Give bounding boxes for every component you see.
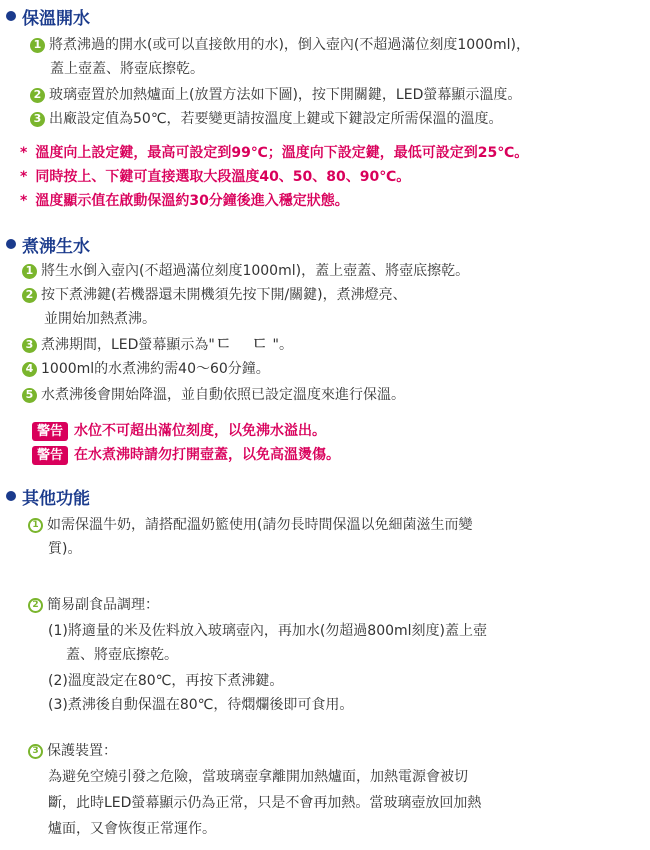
other-item-2-sub-1-cont — [66, 644, 178, 666]
other-item-3-line-2 — [48, 792, 481, 814]
note-text: 溫度向上設定鍵，最高可設定到99℃；溫度向下設定鍵，最低可設定到25℃。 — [35, 145, 529, 161]
other-item-3 — [28, 740, 117, 762]
section-title-text: 其他功能 — [22, 488, 90, 509]
step-text: 玻璃壺置於加熱爐面上(放置方法如下圖)，按下開關鍵，LED螢幕顯示溫度。 — [49, 87, 522, 103]
note-text: 溫度顯示值在啟動保溫約30分鐘後進入穩定狀態。 — [35, 193, 349, 209]
sub-item-text: 蓋、將壺底擦乾。 — [66, 647, 178, 663]
item-text: 為避免空燒引發之危險，當玻璃壺拿離開加熱爐面，加熱電源會被切 — [48, 769, 468, 785]
other-item-2-sub-3 — [48, 694, 353, 716]
other-item-2 — [28, 594, 159, 616]
other-item-2-sub-1 — [48, 620, 487, 642]
step-text: 並開始加熱煮沸。 — [44, 311, 156, 327]
keep-warm-note-2 — [20, 166, 410, 188]
number-5-icon: 5 — [22, 388, 37, 403]
keep-warm-step-2 — [30, 84, 521, 106]
section-bullet-icon — [6, 491, 16, 501]
warning-badge: 警告 — [32, 446, 68, 465]
number-1-icon: 1 — [22, 264, 37, 279]
step-text: 將生水倒入壺內(不超過滿位刻度1000ml)，蓋上壺蓋、將壺底擦乾。 — [41, 263, 470, 279]
lcd-display-glyph: ㄷ ㄷ — [214, 334, 273, 355]
sub-item-text: (1)將適量的米及佐料放入玻璃壺內，再加水(勿超過800ml刻度)蓋上壺 — [48, 623, 488, 639]
other-item-3-line-1 — [48, 766, 468, 788]
sub-item-text: (2)溫度設定在80℃，再按下煮沸鍵。 — [48, 673, 284, 689]
number-3-icon: 3 — [30, 112, 45, 127]
boil-step-5 — [22, 384, 405, 406]
other-item-1 — [28, 514, 472, 536]
section-title-text: 保溫開水 — [22, 8, 90, 29]
keep-warm-step-3 — [30, 108, 503, 130]
item-text: 質)。 — [48, 541, 82, 557]
step-text: 蓋上壺蓋、將壺底擦乾。 — [50, 61, 204, 77]
number-1-icon: 1 — [28, 518, 43, 533]
step-text: 水煮沸後會開始降溫，並自動依照已設定溫度來進行保溫。 — [41, 387, 405, 403]
keep-warm-step-1-cont — [50, 58, 204, 80]
section-title-keep-warm — [6, 4, 90, 28]
boil-step-1 — [22, 260, 469, 282]
step-text: 1000ml的水煮沸約需40～60分鐘。 — [41, 361, 270, 377]
number-3-icon: 3 — [22, 338, 37, 353]
boil-step-2 — [22, 284, 407, 306]
other-item-3-line-3 — [48, 818, 216, 840]
item-text: 如需保溫牛奶，請搭配溫奶籃使用(請勿長時間保溫以免細菌滋生而變 — [47, 517, 473, 533]
keep-warm-note-3 — [20, 190, 349, 212]
asterisk-icon: * — [20, 145, 28, 161]
other-item-1-cont — [48, 538, 81, 560]
section-bullet-icon — [6, 239, 16, 249]
number-2-icon: 2 — [30, 88, 45, 103]
asterisk-icon: * — [20, 169, 28, 185]
boil-warning-1 — [32, 420, 326, 442]
step-text: 按下煮沸鍵(若機器還未開機須先按下開/關鍵)，煮沸燈亮、 — [41, 287, 407, 303]
number-2-icon: 2 — [22, 288, 37, 303]
step-text: "。 — [272, 337, 293, 353]
section-title-boil-water — [6, 232, 90, 256]
item-title: 保護裝置： — [47, 743, 117, 759]
step-text: 煮沸期間，LED螢幕顯示為" — [41, 337, 215, 353]
step-text: 出廠設定值為50℃，若要變更請按溫度上鍵或下鍵設定所需保溫的溫度。 — [49, 111, 503, 127]
number-4-icon: 4 — [22, 362, 37, 377]
section-title-other — [6, 484, 90, 508]
keep-warm-note-1 — [20, 142, 528, 164]
boil-warning-2 — [32, 444, 340, 466]
other-item-2-sub-2 — [48, 670, 283, 692]
keep-warm-step-1 — [30, 34, 530, 56]
number-2-icon: 2 — [28, 598, 43, 613]
asterisk-icon: * — [20, 193, 28, 209]
warning-text: 在水煮沸時請勿打開壺蓋，以免高溫燙傷。 — [74, 447, 341, 463]
section-bullet-icon — [6, 11, 16, 21]
step-text: 將煮沸過的開水(或可以直接飲用的水)，倒入壺內(不超過滿位刻度1000ml)， — [49, 37, 531, 53]
boil-step-3 — [22, 334, 293, 356]
item-text: 爐面，又會恢復正常運作。 — [48, 821, 216, 837]
boil-step-4 — [22, 358, 270, 380]
warning-badge: 警告 — [32, 422, 68, 441]
warning-text: 水位不可超出滿位刻度，以免沸水溢出。 — [74, 423, 327, 439]
note-text: 同時按上、下鍵可直接選取大段溫度40、50、80、90℃。 — [35, 169, 411, 185]
sub-item-text: (3)煮沸後自動保溫在80℃，待燜爛後即可食用。 — [48, 697, 354, 713]
item-title: 簡易副食品調理： — [47, 597, 159, 613]
boil-step-2-cont — [44, 308, 156, 330]
number-1-icon: 1 — [30, 38, 45, 53]
item-text: 斷，此時LED螢幕顯示仍為正常，只是不會再加熱。當玻璃壺放回加熱 — [48, 795, 482, 811]
number-3-icon: 3 — [28, 744, 43, 759]
section-title-text: 煮沸生水 — [22, 236, 90, 257]
